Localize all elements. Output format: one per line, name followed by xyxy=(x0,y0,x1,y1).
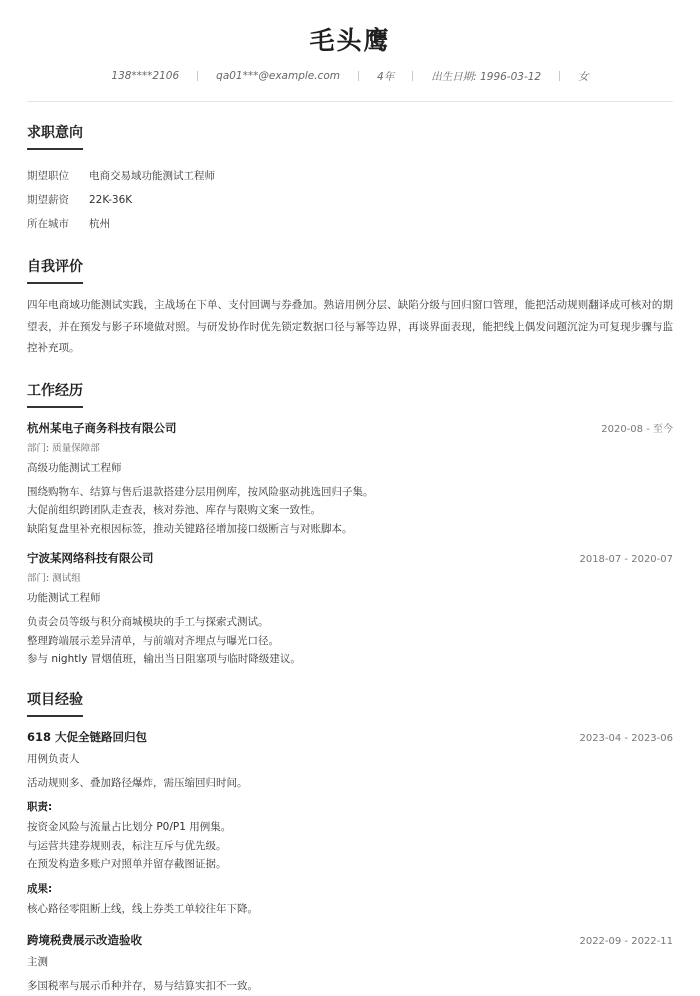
company-name: 杭州某电子商务科技有限公司 xyxy=(27,420,177,435)
intent-key: 期望职位 xyxy=(27,170,69,182)
duty-line: 参与 nightly 冒烟值班，输出当日阻塞项与临时降级建议。 xyxy=(27,653,301,665)
duty-line: 与运营共建券规则表，标注互斥与优先级。 xyxy=(27,839,227,852)
intent-list xyxy=(27,164,673,236)
self-evaluation-section xyxy=(27,256,673,360)
duty-line: 缺陷复盘里补充根因标签，推动关键路径增加接口级断言与对账脚本。 xyxy=(27,522,353,535)
work-entry xyxy=(27,550,673,669)
duty-list xyxy=(27,818,673,874)
gender-text: 女 xyxy=(578,70,589,83)
project-entry xyxy=(27,932,673,996)
email-text: qa01***@example.com xyxy=(216,70,341,82)
company-name: 宁波某网络科技有限公司 xyxy=(27,551,154,565)
duty-line: 整理跨端展示差异清单，与前端对齐埋点与曝光口径。 xyxy=(27,634,279,647)
self-evaluation-text: 四年电商域功能测试实践，主战场在下单、支付回调与券叠加。熟谙用例分层、缺陷分级与回归窗口管理，能把活动规则翻译成可核对的期望表，并在预发与影子环境做对照。与研发协作时优先锁定数据口径与幂等边界，再谈界面表现，能把线上偶发问题沉淀为可复现步骤与监控补充项。 xyxy=(27,299,673,354)
project-role: 主测 xyxy=(27,956,48,968)
duty-line: 负责会员等级与积分商城模块的手工与探索式测试。 xyxy=(27,616,269,628)
contact-bar xyxy=(27,68,673,84)
section-title: 自我评价 xyxy=(27,256,83,284)
duty-list xyxy=(27,483,673,539)
experience-years-text: 4年 xyxy=(377,70,395,83)
date-range: 2020-08 - 至今 xyxy=(601,423,673,435)
duty-line: 在预发构造多账户对照单并留存截图证据。 xyxy=(27,858,227,870)
entry-header xyxy=(27,932,673,948)
date-range: 2022-09 - 2022-11 xyxy=(579,936,673,947)
job-intent-section xyxy=(27,122,673,236)
project-entry xyxy=(27,729,673,919)
intent-value: 电商交易域功能测试工程师 xyxy=(89,170,215,182)
project-description: 多国税率与展示币种并存，易与结算实扣不一致。 xyxy=(27,980,258,992)
duty-line: 围绕购物车、结算与售后退款搭建分层用例库，按风险驱动挑选回归子集。 xyxy=(27,485,374,498)
job-title: 高级功能测试工程师 xyxy=(27,461,122,474)
entry-header xyxy=(27,729,673,745)
result-line: 核心路径零阻断上线，线上券类工单较往年下降。 xyxy=(27,902,258,915)
result-list xyxy=(27,900,673,919)
intent-key: 所在城市 xyxy=(27,218,69,230)
intent-row xyxy=(27,188,673,212)
project-desc-block xyxy=(27,977,673,996)
project-name: 跨境税费展示改造验收 xyxy=(27,933,142,947)
duty-label: 职责: xyxy=(27,801,53,813)
intent-value: 杭州 xyxy=(89,218,110,230)
section-title: 求职意向 xyxy=(27,122,83,150)
date-range: 2018-07 - 2020-07 xyxy=(579,554,673,565)
section-title: 工作经历 xyxy=(27,380,83,408)
project-name: 618 大促全链路回归包 xyxy=(27,729,148,744)
section-title: 项目经验 xyxy=(27,689,83,717)
project-experience-section xyxy=(27,689,673,996)
entry-header xyxy=(27,420,673,436)
result-label: 成果: xyxy=(27,882,53,895)
work-entry xyxy=(27,420,673,539)
duty-list xyxy=(27,613,673,669)
project-role: 用例负责人 xyxy=(27,752,80,765)
phone-text: 138****2106 xyxy=(111,70,180,82)
birthdate-text: 出生日期: 1996-03-12 xyxy=(431,70,542,83)
date-range: 2023-04 - 2023-06 xyxy=(579,732,673,744)
duty-line: 按资金风险与流量占比划分 P0/P1 用例集。 xyxy=(27,821,232,833)
duty-line: 大促前组织跨团队走查表，核对券池、库存与限购文案一致性。 xyxy=(27,504,321,516)
candidate-name: 毛头鹰 xyxy=(309,26,391,55)
department-text: 部门: 质量保障部 xyxy=(27,442,100,454)
intent-key: 期望薪资 xyxy=(27,194,69,206)
intent-row xyxy=(27,164,673,188)
entry-header xyxy=(27,550,673,566)
job-title: 功能测试工程师 xyxy=(27,592,101,604)
project-description: 活动规则多、叠加路径爆炸，需压缩回归时间。 xyxy=(27,776,248,789)
intent-row xyxy=(27,212,673,236)
header-divider xyxy=(27,101,673,102)
project-desc-block xyxy=(27,774,673,793)
intent-value: 22K-36K xyxy=(89,194,133,206)
department-text: 部门: 测试组 xyxy=(27,573,81,584)
work-experience-section xyxy=(27,380,673,669)
